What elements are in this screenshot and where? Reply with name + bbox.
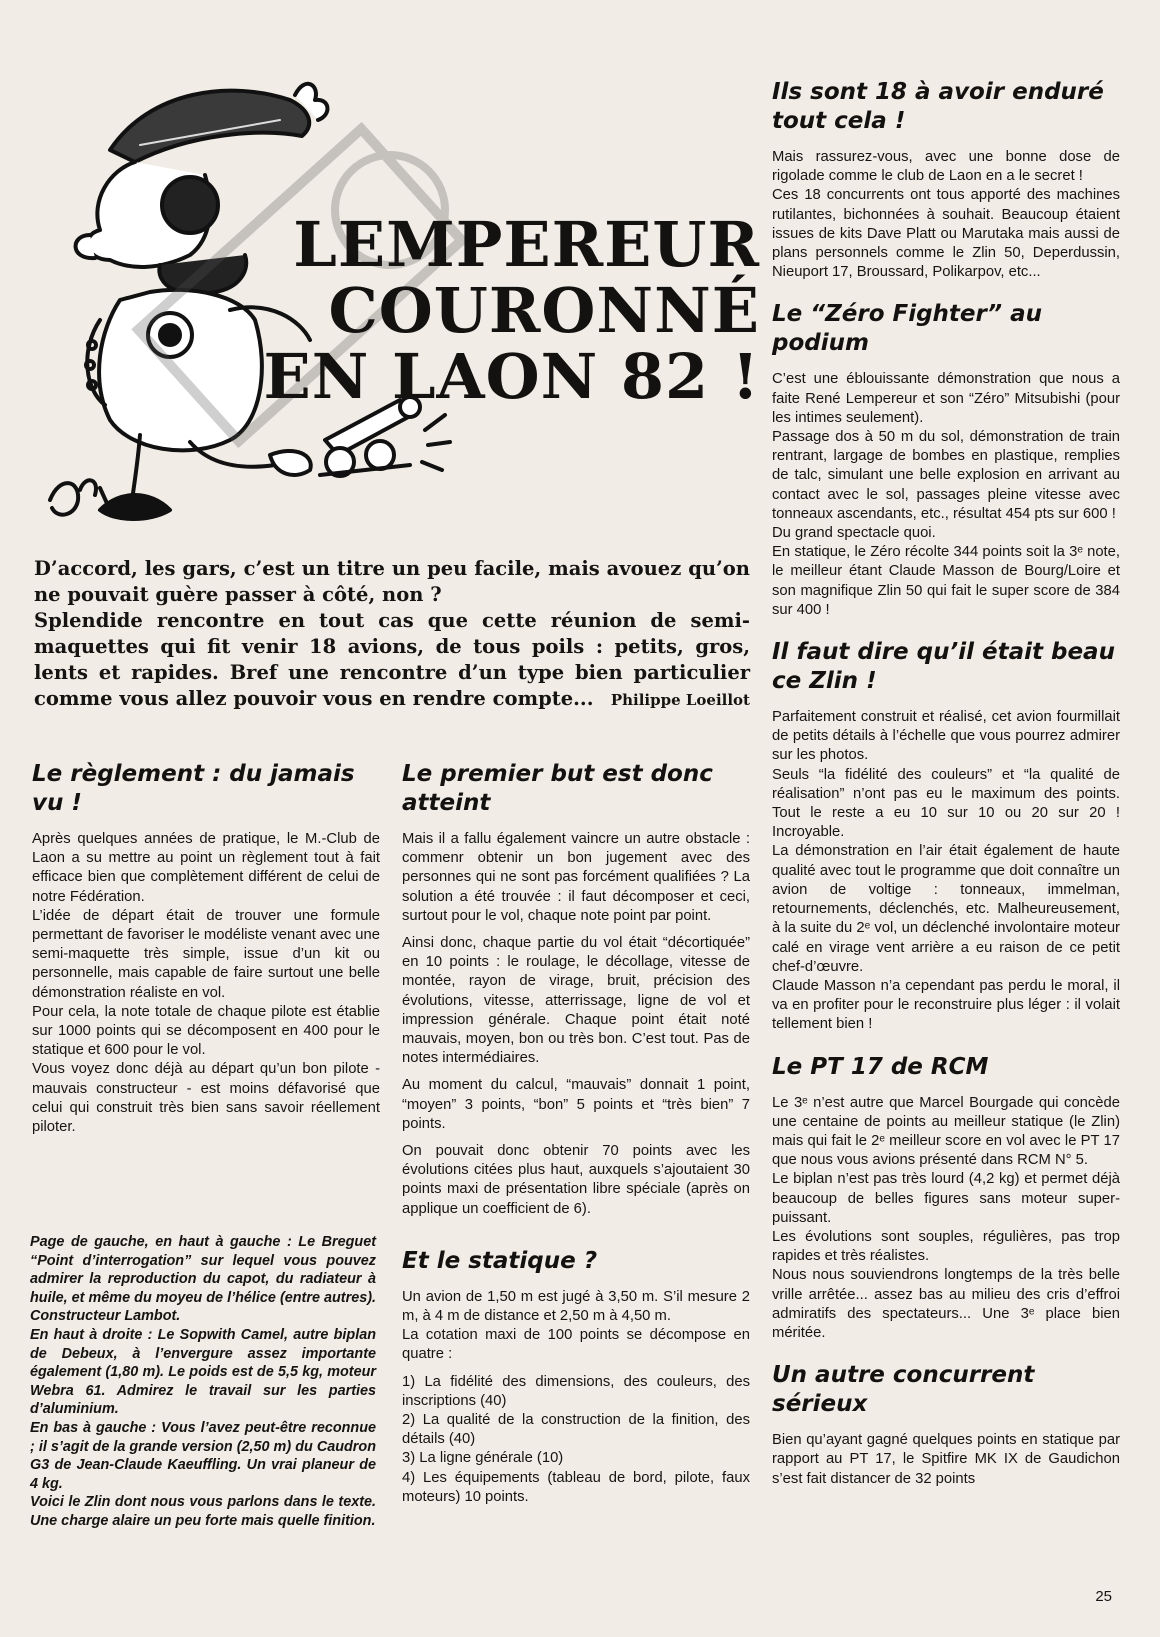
section-heading-zlin: Il faut dire qu’il était beau ce Zlin ! — [772, 639, 1115, 695]
paragraph: Du grand spectacle quoi. — [772, 525, 936, 542]
headline-line-1: LEMPEREUR — [293, 208, 760, 281]
intro-paragraph-1: D’accord, les gars, c’est un titre un peu facile, mais avouez qu’on ne pouvait guère passer à côté, non ? — [34, 557, 750, 606]
headline-line-3: EN LAON 82 ! — [263, 340, 760, 413]
section-heading-statique: Et le statique ? — [402, 1247, 598, 1274]
list-item: 4) Les équipements (tableau de bord, pilote, faux moteurs) 10 points. — [402, 1469, 750, 1505]
paragraph: Mais il a fallu également vaincre un autre obstacle : commenr obtenir un bon jugement avec des personnes qui ne sont pas forcément qualifiées ? La solution a été trouvée : il faut décomposer et ceci, surtout pour le vol, chaque note point par point. — [402, 831, 750, 924]
paragraph: Bien qu’ayant gagné quelques points en statique par rapport au PT 17, le Spitfire MK IX de Gaudichon s’est fait distancer de 32 points — [772, 1432, 1120, 1487]
paragraph: C’est une éblouissante démonstration que nous a faite René Lempereur et son “Zéro” Mitsubishi (pour les intimes seulement). — [772, 371, 1120, 426]
page-number: 25 — [1095, 1588, 1112, 1605]
headline — [250, 208, 760, 413]
list-item: 3) La ligne générale (10) — [402, 1450, 564, 1467]
paragraph: Claude Masson n’a cependant pas perdu le moral, il va en profiter pour le reconstruire plus léger : il volait tellement bien ! — [772, 977, 1120, 1033]
headline-line-2: COURONNÉ — [328, 274, 760, 347]
section-heading-pt17: Le PT 17 de RCM — [772, 1053, 989, 1080]
paragraph: Mais rassurez-vous, avec une bonne dose de rigolade comme le club de Laon en a le secret ! — [772, 149, 1120, 185]
paragraph: Ces 18 concurrents ont tous apporté des machines rutilantes, bichonnées à souhait. Beaucoup étaient issues de kits Dave Platt ou Marutaka mais aussi de plans personnels comme le Zlin 50, Deperdussin, Nieuport 17, Broussard, Polikarpov, etc... — [772, 187, 1120, 281]
caption-paragraph: Page de gauche, en haut à gauche : Le Breguet “Point d’interrogation” sur lequel vous pouvez admirer la reproduction du capot, du radiateur à huile, et même du moyeu de l’hélice (entre autres). Constructeur Lambot. — [30, 1234, 376, 1325]
paragraph: Le 3ᵉ n’est autre que Marcel Bourgade qui concède une centaine de points au meilleur statique (le Zlin) mais qui fait le 2ᵉ meilleur score en vol avec le PT 17 que nous vous avions présenté dans RCM N° 5. — [772, 1094, 1120, 1169]
paragraph: Les évolutions sont souples, régulières, pas trop rapides et très réalistes. — [772, 1228, 1120, 1265]
section-heading-autre-concurrent: Un autre concurrent sérieux — [772, 1362, 1035, 1418]
paragraph: Ainsi donc, chaque partie du vol était “décortiquée” en 10 points : le roulage, le décollage, vitesse de montée, rayon de virage, bruit, précision des évolutions, vitesse, atterrissage, ligne de vol et impression générale. Chaque point était noté mauvais, moyen, bon ou très bon. C’est tout. Pas de notes intermédiaires. — [402, 935, 750, 1067]
section-heading-18-avions: Ils sont 18 à avoir enduré tout cela ! — [772, 79, 1104, 134]
section-heading-zero-fighter: Le “Zéro Fighter” au podium — [772, 301, 1043, 357]
paragraph: Parfaitement construit et réalisé, cet avion fourmillait de petits détails à l’échelle que vous pourrez admirer sur les photos. — [772, 709, 1120, 764]
paragraph: Vous voyez donc déjà au départ qu’un bon pilote - mauvais constructeur - est moins défavorisé que celui qui construit très bien sans savoir réellement piloter. — [32, 1061, 380, 1136]
list-item: 1) La fidélité des dimensions, des couleurs, des inscriptions (40) — [402, 1373, 750, 1409]
intro-paragraph-2: Splendide rencontre en tout cas que cette réunion de semi-maquettes qui fit venir 18 avions, de tous poils : petits, gros, lents et rapides. Bref une rencontre d’un type bien particulier comme vous allez pouvoir vous en rendre compte... — [34, 609, 750, 710]
column-2 — [402, 760, 750, 1507]
paragraph: En statique, le Zéro récolte 344 points soit la 3ᵉ note, le meilleur étant Claude Masson de Bourg/Loire et son magnifique Zlin 50 qui fait le super score de 384 sur 400 ! — [772, 544, 1120, 618]
section-heading-premier-but: Le premier but est donc atteint — [402, 761, 713, 816]
caption-paragraph: En bas à gauche : Vous l’avez peut-être reconnue ; il s’agit de la grande version (2,50 m) du Caudron G3 de Jean-Claude Kaeuffling. Un vrai planeur de 4 kg. — [30, 1419, 376, 1492]
paragraph: La démonstration en l’air était également de haute qualité avec tout le programme que doit connaître un avion de voltige : tonneaux, immelman, retournements, déclenchés, etc. Malheureusement, à la suite du 2ᵉ vol, un déclenché involontaire moteur calé en virage vent arrière a eu raison de ce petit chef-d’œuvre. — [772, 843, 1120, 975]
paragraph: Pour cela, la note totale de chaque pilote est établie sur 1000 points qui se décomposent en 400 pour le statique et 600 pour le vol. — [32, 1003, 380, 1059]
list-item: 2) La qualité de la construction de la finition, des détails (40) — [402, 1412, 750, 1448]
paragraph: L’idée de départ était de trouver une formule permettant de favoriser le modéliste venant avec une semi-maquette très simple, issue d’un kit ou personnelle, mais capable de faire surtout une belle démonstration réaliste en vol. — [32, 907, 380, 1001]
caption-paragraph: Voici le Zlin dont nous vous parlons dans le texte. Une charge alaire un peu forte mais quelle finition. — [30, 1494, 376, 1529]
paragraph: Nous nous souviendrons longtemps de la très belle vrille arrêtée... assez bas au milieu des cris d’effroi admiratifs des spectateurs... Une 3ᵉ place bien méritée. — [772, 1267, 1120, 1341]
criteria-list — [402, 1373, 750, 1507]
paragraph: La cotation maxi de 100 points se décompose en quatre : — [402, 1327, 750, 1363]
column-3 — [772, 78, 1120, 1489]
intro-lead — [34, 556, 750, 713]
photo-caption — [30, 1233, 376, 1531]
paragraph: On pouvait donc obtenir 70 points avec les évolutions citées plus haut, auxquels s’ajoutaient 30 points maxi de présentation libre spéciale (après on applique un coefficient de 6). — [402, 1143, 750, 1217]
caption-paragraph: En haut à droite : Le Sopwith Camel, autre biplan de Debeux, à l’envergure assez importante également (1,80 m). Le poids est de 5,5 kg, moteur Webra 61. Admirez le travail sur les parties d’aluminium. — [30, 1326, 376, 1418]
paragraph: Au moment du calcul, “mauvais” donnait 1 point, “moyen” 3 points, “bon” 5 points et “très bien” 7 points. — [402, 1077, 750, 1132]
paragraph: Un avion de 1,50 m est jugé à 3,50 m. S’il mesure 2 m, à 4 m de distance et 2,50 m à 4,50 m. — [402, 1288, 750, 1325]
paragraph: Après quelques années de pratique, le M.-Club de Laon a su mettre au point un règlement tout à fait efficace bien que complètement différent de celui de notre Fédération. — [32, 831, 380, 905]
paragraph: Passage dos à 50 m du sol, démonstration de train rentrant, largage de bombes en plastique, remplies de talc, simulant une belle explosion en arrivant au contact avec le sol, passages pleine vitesse avec tonneaux ascendants, etc., résultat 454 pts sur 600 ! — [772, 429, 1120, 522]
column-1 — [32, 760, 380, 1137]
author-byline: Philippe Loeillot — [610, 691, 750, 709]
paragraph: Seuls “la fidélité des couleurs” et “la qualité de réalisation” n’ont pas eu le maximum des points. Tout le reste a eu 10 sur 10 ou 20 sur 20 ! Incroyable. — [772, 766, 1120, 841]
section-heading-reglement: Le règlement : du jamais vu ! — [32, 761, 355, 816]
paragraph: Le biplan n’est pas très lourd (4,2 kg) et permet déjà beaucoup de belles figures sans moteur super-puissant. — [772, 1171, 1120, 1226]
